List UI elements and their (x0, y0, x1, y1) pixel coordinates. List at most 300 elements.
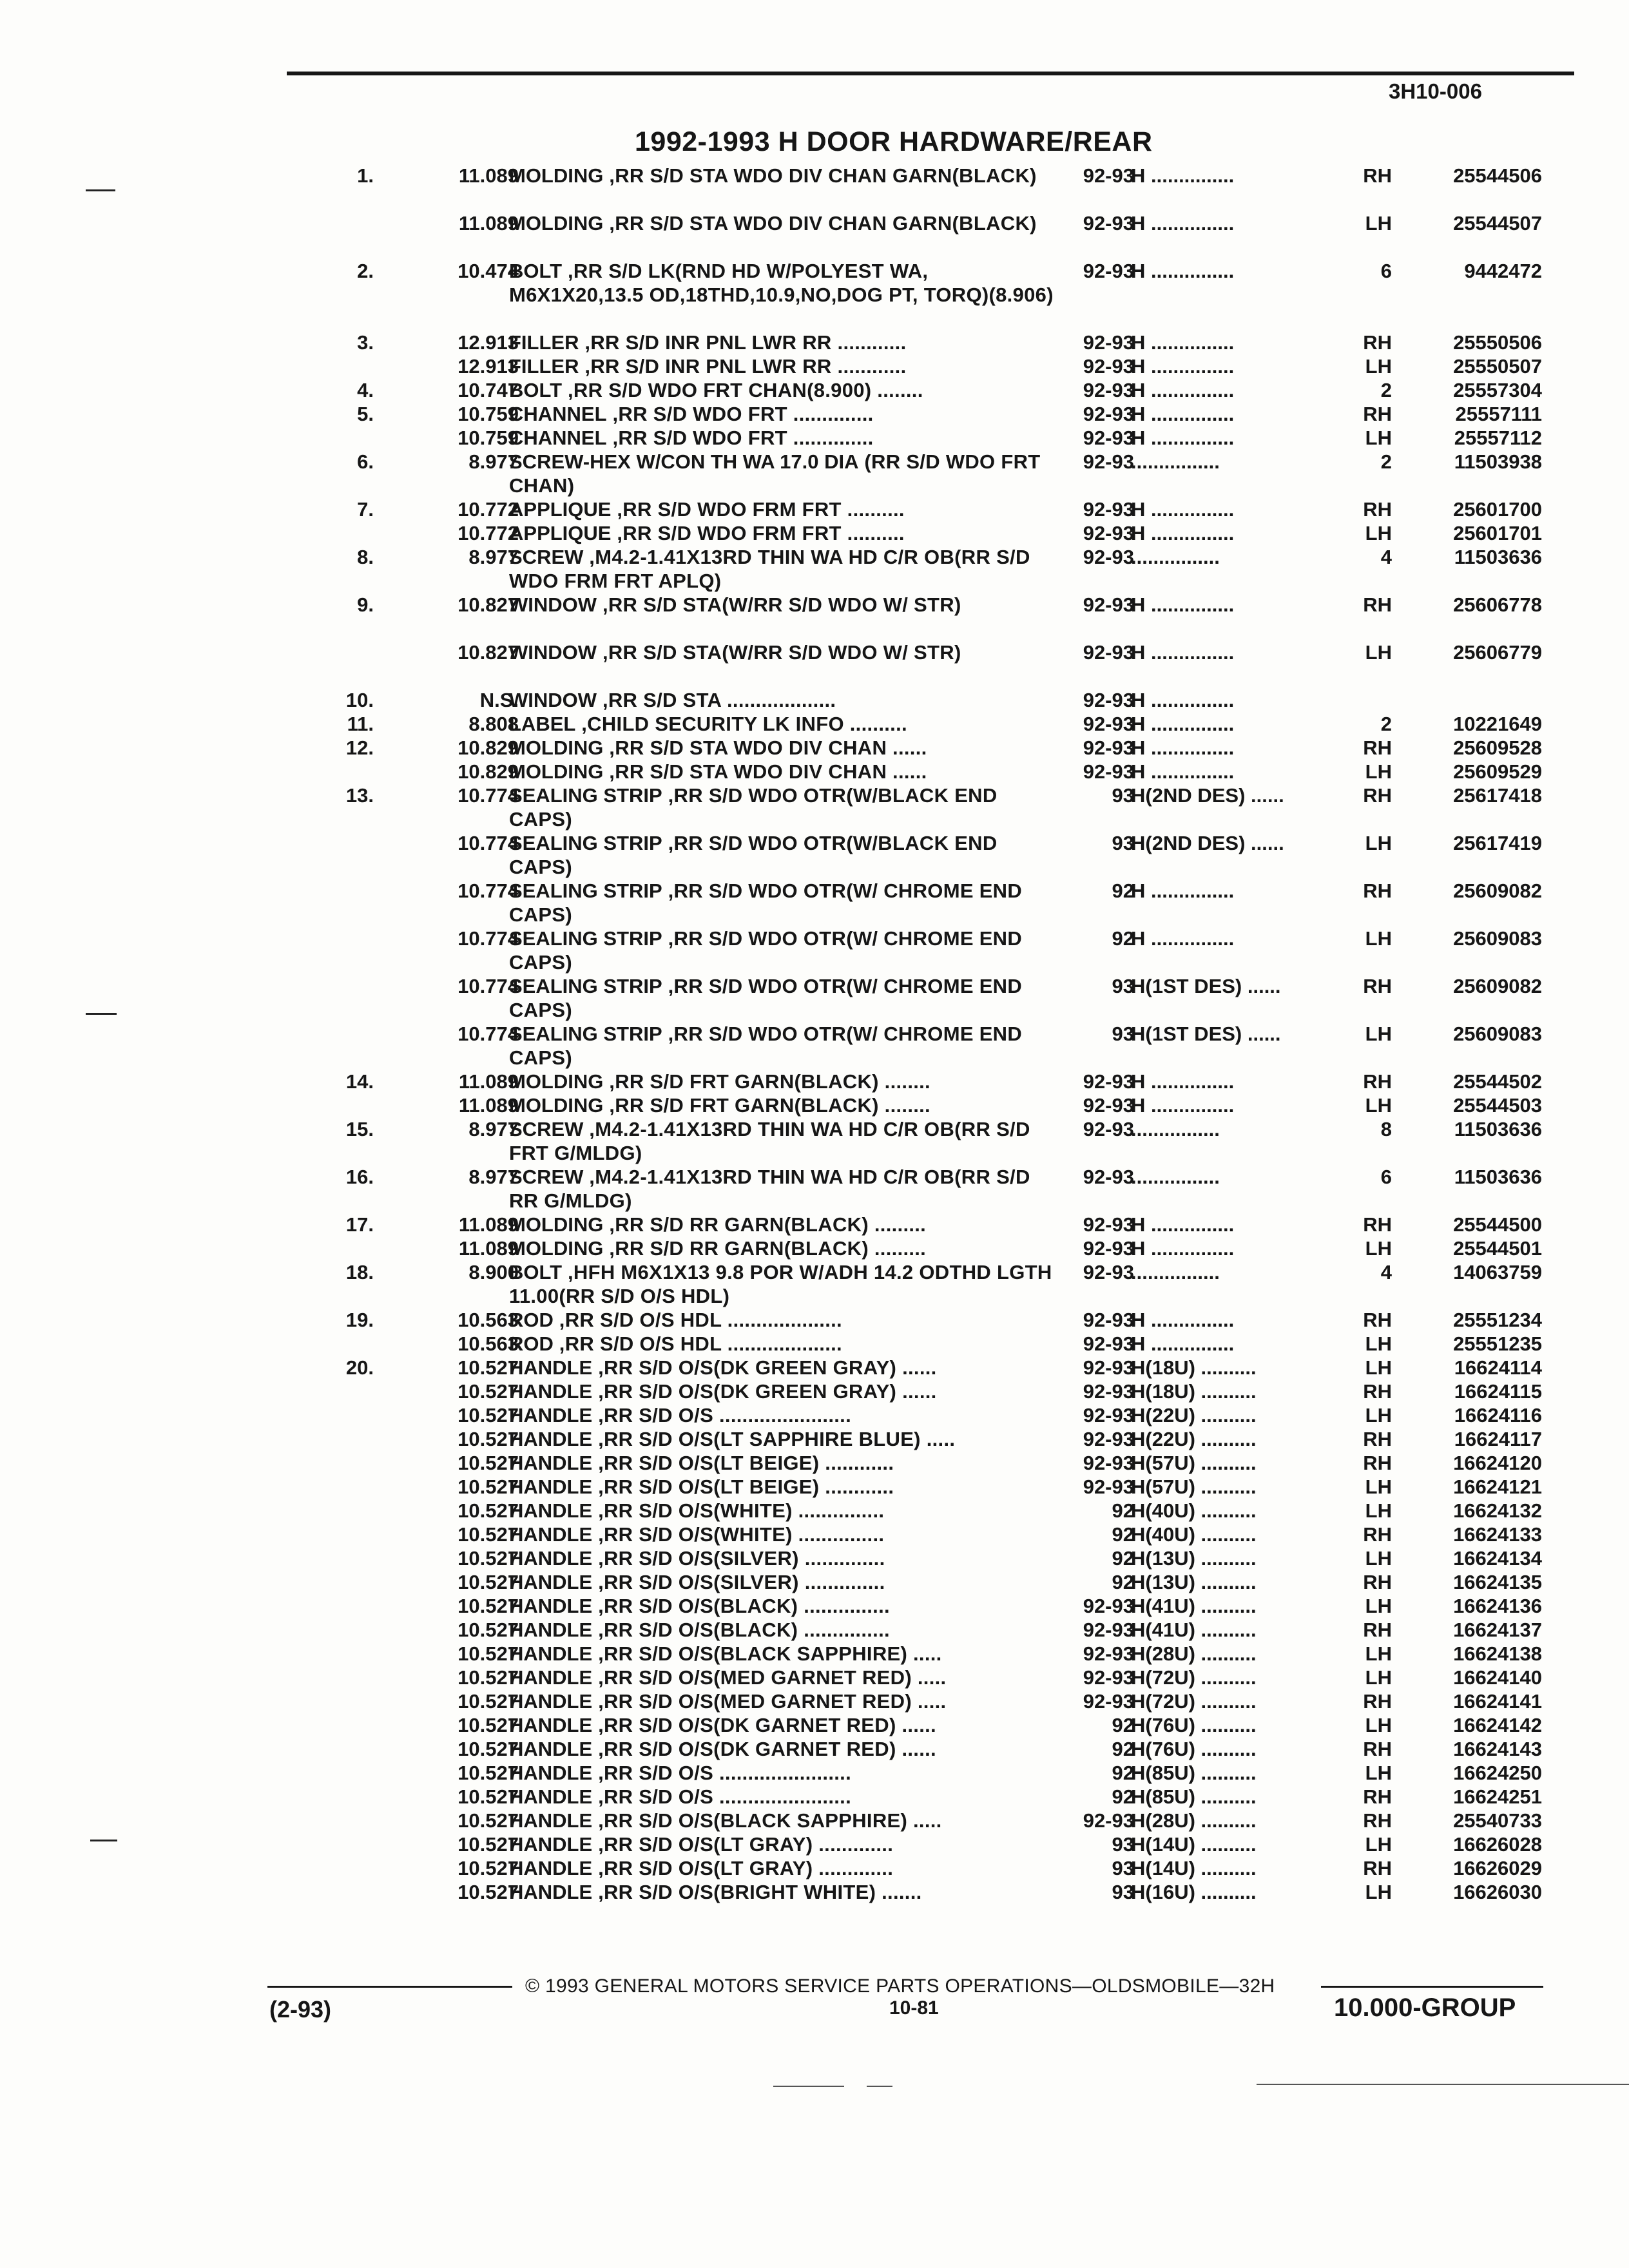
part-name: HANDLE (509, 1666, 593, 1689)
model-years: 92 (1112, 1738, 1134, 1760)
group-number: 10.527 (458, 1881, 519, 1903)
part-name: MOLDING (509, 736, 604, 759)
model-years: 92-93 (1083, 1070, 1134, 1093)
side-qty: LH (1365, 1595, 1392, 1617)
side-qty: 6 (1380, 1166, 1392, 1188)
part-name: MOLDING (509, 1213, 604, 1236)
model-series: H ............... (1131, 1237, 1235, 1260)
part-detail: ,RR S/D STA WDO DIV CHAN GARN(BLACK) (603, 212, 1037, 235)
group-number: 10.747 (458, 379, 519, 401)
part-name: SCREW (509, 1118, 584, 1140)
part-detail: ,RR S/D O/S(BLACK) ............... (592, 1619, 890, 1641)
table-row (309, 927, 1559, 974)
table-row (309, 259, 1559, 331)
side-qty: LH (1365, 1475, 1392, 1498)
model-years: 92-93 (1083, 260, 1134, 282)
part-number: 16624133 (1453, 1523, 1542, 1546)
part-number: 25544503 (1453, 1094, 1542, 1117)
margin-mark (90, 1840, 117, 1841)
side-qty: LH (1365, 760, 1392, 783)
part-description (509, 1618, 1063, 1642)
table-row (309, 1809, 1559, 1832)
model-years: 92-93 (1083, 1213, 1134, 1236)
part-name: HANDLE (509, 1380, 593, 1403)
table-row (309, 1499, 1559, 1523)
part-detail: ,RR S/D O/S(WHITE) ............... (592, 1499, 885, 1522)
model-series: H ............... (1131, 879, 1235, 902)
part-name: WINDOW (509, 689, 597, 711)
model-years: 92 (1112, 1714, 1134, 1736)
part-number: 16624140 (1453, 1666, 1542, 1689)
parts-list (309, 164, 1559, 1904)
side-qty: RH (1363, 1809, 1392, 1832)
part-number: 16624115 (1454, 1380, 1542, 1403)
part-detail: ,RR S/D WDO FRT .............. (606, 427, 874, 449)
part-detail: (RR S/D WDO FRT CHAN) (509, 450, 1041, 497)
part-number: 25617419 (1453, 832, 1542, 854)
side-qty: LH (1365, 355, 1392, 378)
part-description (509, 1832, 1063, 1856)
table-row (309, 378, 1559, 402)
part-number: 25617418 (1453, 784, 1542, 807)
part-description (509, 545, 1063, 593)
table-row (309, 1165, 1559, 1213)
part-description (509, 736, 1063, 760)
part-number: 25551234 (1453, 1309, 1542, 1331)
model-series: H(14U) .......... (1131, 1857, 1257, 1879)
model-years: 92-93 (1083, 1666, 1134, 1689)
part-number: 25540733 (1453, 1809, 1542, 1832)
model-series: H(85U) .......... (1131, 1762, 1257, 1784)
side-qty: LH (1365, 1642, 1392, 1665)
part-number: 25544502 (1453, 1070, 1542, 1093)
part-number: 16624250 (1453, 1762, 1542, 1784)
model-series: H(28U) .......... (1131, 1642, 1257, 1665)
part-detail: ,M4.2-1.41X13RD THIN WA HD C/R OB(RR S/D FRT G/MLDG) (509, 1118, 1030, 1164)
model-series: H(72U) .......... (1131, 1690, 1257, 1713)
group-number: 10.527 (458, 1475, 519, 1498)
table-row (309, 1379, 1559, 1403)
table-row (309, 640, 1559, 688)
part-detail: ,RR S/D WDO OTR(W/ CHROME END CAPS) (509, 879, 1023, 926)
part-name: MOLDING (509, 212, 604, 235)
part-detail: ,RR S/D STA(W/RR S/D WDO W/ STR) (597, 641, 961, 664)
item-number: 3. (357, 331, 374, 354)
table-row (309, 760, 1559, 783)
model-years: 92-93 (1083, 713, 1134, 735)
table-row (309, 450, 1559, 497)
model-years: 93 (1112, 784, 1134, 807)
part-detail: ,HFH M6X1X13 9.8 POR W/ADH 14.2 ODTHD LGTH 11.00(RR S/D O/S HDL) (509, 1261, 1052, 1307)
part-name: HANDLE (509, 1785, 593, 1808)
part-number: 16624134 (1453, 1547, 1542, 1570)
model-years: 92-93 (1083, 1309, 1134, 1331)
part-detail: ,RR S/D O/S(DK GREEN GRAY) ...... (592, 1356, 937, 1379)
part-detail: ,RR S/D INR PNL LWR RR ............ (579, 331, 907, 354)
model-series: H(57U) .......... (1131, 1452, 1257, 1474)
table-row (309, 1737, 1559, 1761)
group-number: 10.527 (458, 1571, 519, 1593)
part-detail: ,RR S/D O/S HDL .................... (553, 1309, 842, 1331)
side-qty: 6 (1380, 260, 1392, 282)
model-series: H ............... (1131, 1213, 1235, 1236)
part-detail: ,RR S/D STA WDO DIV CHAN ...... (603, 736, 927, 759)
model-series: H ............... (1131, 212, 1235, 235)
group-number: 10.527 (458, 1523, 519, 1546)
model-series: H(1ST DES) ...... (1131, 975, 1281, 997)
model-years: 92-93 (1083, 1809, 1134, 1832)
table-row (309, 1594, 1559, 1618)
side-qty: LH (1365, 427, 1392, 449)
part-description (509, 974, 1063, 1022)
table-row (309, 1213, 1559, 1236)
part-number: 16626028 (1453, 1833, 1542, 1856)
part-number: 25544506 (1453, 164, 1542, 187)
part-description (509, 1308, 1063, 1332)
part-detail: ,RR S/D O/S(LT GRAY) ............. (592, 1833, 894, 1856)
part-detail: ,RR S/D O/S(BRIGHT WHITE) ....... (592, 1881, 922, 1903)
part-name: SCREW (509, 546, 584, 568)
item-number: 15. (345, 1118, 374, 1140)
model-years: 92-93 (1083, 331, 1134, 354)
part-detail: ,RR S/D O/S(DK GARNET RED) ...... (592, 1738, 936, 1760)
part-description (509, 1523, 1063, 1546)
part-detail: ,RR S/D O/S(SILVER) .............. (592, 1547, 885, 1570)
part-detail: ,RR S/D O/S(BLACK SAPPHIRE) ..... (592, 1809, 942, 1832)
model-series: H(76U) .......... (1131, 1714, 1257, 1736)
part-name: BOLT (509, 260, 563, 282)
part-description (509, 354, 1063, 378)
side-qty: 8 (1380, 1118, 1392, 1140)
part-detail: ,RR S/D RR GARN(BLACK) ......... (603, 1213, 927, 1236)
group-number: 11.089 (458, 1070, 519, 1093)
footer-date: (2-93) (269, 1996, 332, 2023)
part-number: 16624120 (1453, 1452, 1542, 1474)
model-series: H(16U) .......... (1131, 1881, 1257, 1903)
table-row (309, 712, 1559, 736)
footer-rule-left (267, 1986, 512, 1988)
top-rule (287, 72, 1574, 75)
table-row (309, 1356, 1559, 1379)
table-row (309, 783, 1559, 831)
group-number: 8.977 (468, 450, 519, 473)
part-number: 25601700 (1453, 498, 1542, 521)
part-description (509, 402, 1063, 426)
group-number: 10.774 (458, 879, 519, 902)
table-row (309, 1856, 1559, 1880)
part-detail: ,RR S/D FRT GARN(BLACK) ........ (603, 1070, 930, 1093)
part-name: MOLDING (509, 1237, 604, 1260)
model-years: 92-93 (1083, 355, 1134, 378)
group-number: 10.527 (458, 1833, 519, 1856)
scan-artifact-line (1257, 2084, 1629, 2085)
part-description (509, 1236, 1063, 1260)
item-number: 16. (345, 1166, 374, 1188)
part-number: 16624251 (1453, 1785, 1542, 1808)
model-series: H(76U) .......... (1131, 1738, 1257, 1760)
part-number: 16624137 (1453, 1619, 1542, 1641)
model-years: 92-93 (1083, 1475, 1134, 1498)
table-row (309, 1427, 1559, 1451)
side-qty: RH (1363, 498, 1392, 521)
model-years: 92-93 (1083, 450, 1134, 473)
part-detail: ,RR S/D WDO OTR(W/ CHROME END CAPS) (509, 927, 1023, 974)
model-years: 92-93 (1083, 546, 1134, 568)
model-series: H ............... (1131, 689, 1235, 711)
part-description (509, 1666, 1063, 1689)
part-number: 10221649 (1453, 713, 1542, 735)
table-row (309, 1475, 1559, 1499)
part-detail: ,RR S/D O/S ....................... (592, 1785, 851, 1808)
side-qty: LH (1365, 522, 1392, 544)
table-row (309, 354, 1559, 378)
side-qty: RH (1363, 593, 1392, 616)
part-name: SEALING STRIP (509, 832, 662, 854)
model-years: 93 (1112, 975, 1134, 997)
part-detail: ,RR S/D WDO OTR(W/BLACK END CAPS) (509, 832, 998, 878)
part-name: SEALING STRIP (509, 975, 662, 997)
group-number: 8.808 (468, 713, 519, 735)
side-qty: LH (1365, 1237, 1392, 1260)
part-name: SEALING STRIP (509, 1023, 662, 1045)
side-qty: LH (1365, 1666, 1392, 1689)
group-number: 10.527 (458, 1619, 519, 1641)
model-series: ................ (1131, 450, 1220, 473)
part-number: 11503636 (1454, 1166, 1542, 1188)
model-years: 92-93 (1083, 593, 1134, 616)
part-name: ROD (509, 1309, 554, 1331)
group-number: 10.527 (458, 1595, 519, 1617)
part-detail: ,RR S/D O/S(SILVER) .............. (592, 1571, 885, 1593)
side-qty: RH (1363, 1619, 1392, 1641)
table-row (309, 211, 1559, 259)
model-years: 92 (1112, 1571, 1134, 1593)
side-qty: LH (1365, 832, 1392, 854)
part-description (509, 831, 1063, 879)
part-detail: ,RR S/D WDO FRT .............. (606, 403, 874, 425)
table-row (309, 831, 1559, 879)
group-number: 10.774 (458, 975, 519, 997)
part-description (509, 1737, 1063, 1761)
table-row (309, 1785, 1559, 1809)
model-series: H(28U) .......... (1131, 1809, 1257, 1832)
item-number: 19. (345, 1309, 374, 1331)
side-qty: 2 (1380, 713, 1392, 735)
group-number: 10.527 (458, 1356, 519, 1379)
model-years: 92-93 (1083, 212, 1134, 235)
table-row (309, 1689, 1559, 1713)
model-years: 92-93 (1083, 1166, 1134, 1188)
part-detail: ,RR S/D WDO OTR(W/ CHROME END CAPS) (509, 975, 1023, 1021)
side-qty: RH (1363, 1738, 1392, 1760)
item-number: 9. (357, 593, 374, 616)
group-number: 10.563 (458, 1332, 519, 1355)
part-description (509, 1594, 1063, 1618)
part-description (509, 1213, 1063, 1236)
part-description (509, 1809, 1063, 1832)
part-name: MOLDING (509, 164, 604, 187)
part-description (509, 331, 1063, 354)
group-number: 10.759 (458, 427, 519, 449)
side-qty: RH (1363, 1523, 1392, 1546)
model-series: H ............... (1131, 713, 1235, 735)
model-years: 92-93 (1083, 736, 1134, 759)
model-series: ................ (1131, 546, 1220, 568)
table-row (309, 1523, 1559, 1546)
table-row (309, 1332, 1559, 1356)
part-name: HANDLE (509, 1452, 593, 1474)
model-years: 92-93 (1083, 1428, 1134, 1450)
model-series: H ............... (1131, 1332, 1235, 1355)
item-number: 1. (357, 164, 374, 187)
page-code: 3H10-006 (1389, 79, 1482, 103)
table-row (309, 1666, 1559, 1689)
model-years: 92 (1112, 1547, 1134, 1570)
part-detail: ,M4.2-1.41X13RD THIN WA HD C/R OB(RR S/D RR G/MLDG) (509, 1166, 1030, 1212)
model-years: 92 (1112, 879, 1134, 902)
part-detail: ,RR S/D O/S(DK GARNET RED) ...... (592, 1714, 936, 1736)
part-description (509, 1856, 1063, 1880)
part-name: APPLIQUE (509, 522, 612, 544)
model-years: 92-93 (1083, 1380, 1134, 1403)
part-name: WINDOW (509, 593, 597, 616)
part-name: HANDLE (509, 1428, 593, 1450)
part-name: HANDLE (509, 1356, 593, 1379)
part-name: SEALING STRIP (509, 879, 662, 902)
model-series: H ............... (1131, 736, 1235, 759)
model-series: H(1ST DES) ...... (1131, 1023, 1281, 1045)
part-number: 11503636 (1454, 1118, 1542, 1140)
model-series: H ............... (1131, 641, 1235, 664)
group-number: 10.527 (458, 1380, 519, 1403)
part-number: 25551235 (1453, 1332, 1542, 1355)
part-detail: ,RR S/D O/S ....................... (592, 1762, 851, 1784)
item-number: 4. (357, 379, 374, 401)
model-series: ................ (1131, 1118, 1220, 1140)
part-name: APPLIQUE (509, 498, 612, 521)
part-number: 25557111 (1455, 403, 1542, 425)
group-number: 10.829 (458, 736, 519, 759)
margin-mark (86, 189, 115, 191)
model-series: H ............... (1131, 1309, 1235, 1331)
side-qty: RH (1363, 879, 1392, 902)
group-number: 10.563 (458, 1309, 519, 1331)
item-number: 17. (345, 1213, 374, 1236)
model-series: H ............... (1131, 355, 1235, 378)
item-number: 18. (345, 1261, 374, 1283)
part-description (509, 1093, 1063, 1117)
model-series: H(85U) .......... (1131, 1785, 1257, 1808)
group-number: 10.527 (458, 1642, 519, 1665)
scan-artifact-line (867, 2086, 892, 2087)
part-number: 16624117 (1454, 1428, 1542, 1450)
part-name: SEALING STRIP (509, 927, 662, 950)
model-series: H ............... (1131, 164, 1235, 187)
part-detail: ,RR S/D WDO FRT CHAN(8.900) ........ (562, 379, 923, 401)
table-row (309, 1236, 1559, 1260)
part-name: FILLER (509, 331, 579, 354)
side-qty: RH (1363, 1857, 1392, 1879)
part-description (509, 1117, 1063, 1165)
part-description (509, 1165, 1063, 1213)
model-years: 92-93 (1083, 403, 1134, 425)
model-years: 92 (1112, 1523, 1134, 1546)
group-number: 10.827 (458, 641, 519, 664)
part-detail: ,RR S/D WDO OTR(W/ CHROME END CAPS) (509, 1023, 1023, 1069)
part-number: 25606778 (1453, 593, 1542, 616)
part-name: WINDOW (509, 641, 597, 664)
group-number: 10.527 (458, 1714, 519, 1736)
part-description (509, 1761, 1063, 1785)
model-series: H(41U) .......... (1131, 1595, 1257, 1617)
side-qty: LH (1365, 1356, 1392, 1379)
page-title: 1992-1993 H DOOR HARDWARE/REAR (635, 126, 1153, 157)
group-number: 10.774 (458, 832, 519, 854)
side-qty: RH (1363, 1452, 1392, 1474)
part-number: 25609528 (1453, 736, 1542, 759)
table-row (309, 1093, 1559, 1117)
side-qty: LH (1365, 1499, 1392, 1522)
item-number: 13. (345, 784, 374, 807)
group-number: 10.527 (458, 1762, 519, 1784)
table-row (309, 1570, 1559, 1594)
part-number: 16624132 (1453, 1499, 1542, 1522)
part-description (509, 1451, 1063, 1475)
group-number: 11.089 (458, 1213, 519, 1236)
side-qty: RH (1363, 164, 1392, 187)
table-row (309, 1117, 1559, 1165)
model-series: H ............... (1131, 1070, 1235, 1093)
item-number: 20. (345, 1356, 374, 1379)
part-number: 11503938 (1454, 450, 1542, 473)
part-description (509, 164, 1063, 187)
part-number: 25609083 (1453, 1023, 1542, 1045)
model-series: H(14U) .......... (1131, 1833, 1257, 1856)
part-detail: ,RR S/D O/S(DK GREEN GRAY) ...... (592, 1380, 937, 1403)
model-years: 92 (1112, 1499, 1134, 1522)
part-description (509, 1475, 1063, 1499)
part-detail: ,RR S/D O/S(LT GRAY) ............. (592, 1857, 894, 1879)
part-description (509, 879, 1063, 927)
side-qty: 2 (1380, 379, 1392, 401)
model-years: 92-93 (1083, 1690, 1134, 1713)
part-name: CHANNEL (509, 403, 607, 425)
group-number: 10.527 (458, 1857, 519, 1879)
part-description (509, 760, 1063, 783)
table-row (309, 1618, 1559, 1642)
model-series: H ............... (1131, 427, 1235, 449)
part-name: MOLDING (509, 760, 604, 783)
table-row (309, 974, 1559, 1022)
group-number: 12.913 (458, 355, 519, 378)
part-number: 25550506 (1453, 331, 1542, 354)
part-description (509, 1427, 1063, 1451)
part-name: SCREW-HEX W/CON TH WA 17.0 DIA (509, 450, 859, 473)
group-number: 11.089 (458, 1237, 519, 1260)
model-series: H ............... (1131, 379, 1235, 401)
part-name: HANDLE (509, 1475, 593, 1498)
part-description (509, 1022, 1063, 1070)
part-name: HANDLE (509, 1571, 593, 1593)
part-name: SCREW (509, 1166, 584, 1188)
part-number: 25544501 (1453, 1237, 1542, 1260)
part-detail: ,RR S/D O/S ....................... (592, 1404, 851, 1427)
model-years: 93 (1112, 1833, 1134, 1856)
model-years: 93 (1112, 832, 1134, 854)
part-number: 16624143 (1453, 1738, 1542, 1760)
group-number: 11.089 (458, 164, 519, 187)
part-detail: ,RR S/D WDO OTR(W/BLACK END CAPS) (509, 784, 998, 831)
